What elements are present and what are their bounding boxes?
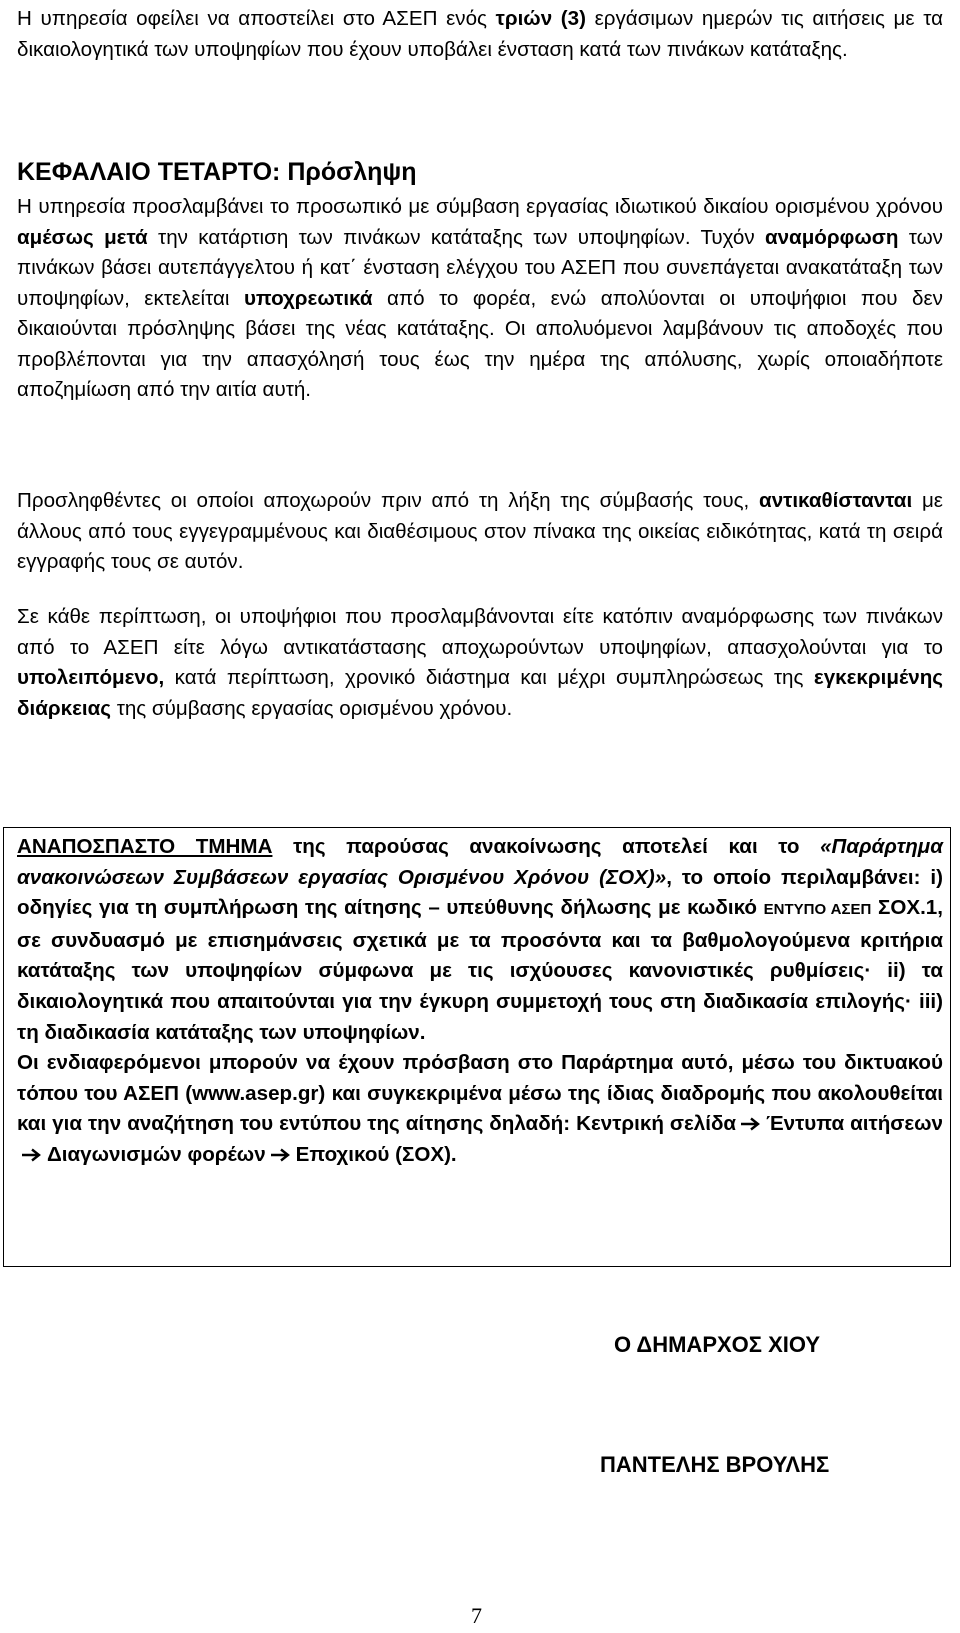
- annex-text-1: της παρούσας ανακοίνωσης αποτελεί και το: [272, 835, 821, 858]
- chapter-bold-2: αναμόρφωση: [764, 225, 899, 249]
- annex-path-text-4: Εποχικού (ΣΟΧ).: [295, 1142, 457, 1166]
- duration-paragraph: [17, 602, 943, 724]
- right-arrow-icon: [740, 1117, 762, 1131]
- duration-text-2: κατά περίπτωση, χρονικό διάστημα και μέχρι συμπληρώσεως της: [164, 666, 814, 689]
- intro-bold-deadline: τριών (3): [495, 7, 586, 30]
- annex-paragraph-1: [17, 832, 943, 1048]
- replacement-bold: αντικαθίστανται: [759, 489, 913, 512]
- annex-paragraph-2: [17, 1048, 943, 1170]
- chapter-text-2: την κατάρτιση των πινάκων κατάταξης των υποψηφίων. Τυχόν: [147, 225, 765, 249]
- chapter-bold-3: υποχρεωτικά: [243, 286, 373, 310]
- intro-text-2: εργάσιμων ημερών τις αιτήσεις με τα δικαιολογητικά των υποψηφίων που έχουν υποβάλει ένσταση κατά των πινάκων κατάταξης.: [17, 7, 943, 61]
- annex-path-text-2: Έντυπα αιτήσεων: [766, 1112, 943, 1136]
- duration-text-1: Σε κάθε περίπτωση, οι υποψήφιοι που προσλαμβάνονται είτε κατόπιν αναμόρφωσης των πινάκων από το ΑΣΕΠ είτε λόγω αντικατάστασης αποχωρούντων υποψηφίων, απασχολούνται για το: [17, 605, 943, 659]
- chapter-text-1: Η υπηρεσία προσλαμβάνει το προσωπικό με σύμβαση εργασίας ιδιωτικού δικαίου ορισμένου χρόνου: [17, 195, 943, 218]
- annex-italic-title: «Παράρτημα ανακοινώσεων Συμβάσεων εργασίας Ορισμένου Χρόνου (ΣΟΧ)»: [17, 835, 943, 889]
- right-arrow-icon: [270, 1148, 292, 1162]
- annex-path-text-3: Διαγωνισμών φορέων: [47, 1142, 266, 1166]
- annex-notice-text: [17, 832, 943, 1171]
- annex-path-text-1: Οι ενδιαφερόμενοι μπορούν να έχουν πρόσβαση στο Παράρτημα αυτό, μέσω του δικτυακού τόπου του ΑΣΕΠ (www.asep.gr) και συγκεκριμένα μέσω της ίδιας διαδρομής που ακολουθείται και για την αναζήτηση του εντύπου της αίτησης δηλαδή: Κεντρική σελίδα: [17, 1051, 943, 1136]
- right-arrow-icon: [21, 1148, 43, 1162]
- replacement-text-2: με άλλους από τους εγγεγραμμένους και διαθέσιμους στον πίνακα της οικείας ειδικότητας, κατά τη σειρά εγγραφής τους σε αυτόν.: [17, 489, 943, 573]
- intro-paragraph: [17, 4, 943, 65]
- annex-underlined-title: ΑΝΑΠΟΣΠΑΣΤΟ ΤΜΗΜΑ: [17, 835, 273, 858]
- signature-name: ΠΑΝΤΕΛΗΣ ΒΡΟΥΛΗΣ: [600, 1452, 830, 1477]
- annex-text-3: ΣΟΧ.1, σε συνδυασμό με επισημάνσεις σχετικά με τα προσόντα και τα βαθμολογούμενα κριτήρια κατάταξης των υποψηφίων σύμφωνα με τις ισχύουσες κανονιστικές ρυθμίσεις· ii) τα δικαιολογητικά που απαιτούνται για την έγκυρη συμμετοχή τους στη διαδικασία επιλογής· iii) τη διαδικασία κατάταξης των υποψηφίων.: [17, 896, 943, 1044]
- annex-form-code: ΕΝΤΥΠΟ ΑΣΕΠ: [763, 901, 872, 919]
- chapter-heading: ΚΕΦΑΛΑΙΟ ΤΕΤΑΡΤΟ: Πρόσληψη: [17, 158, 417, 186]
- annex-text-2: , το οποίο περιλαμβάνει: i) οδηγίες για τη συμπλήρωση της αίτησης – υπεύθυνης δήλωσης με κωδικό: [17, 865, 943, 920]
- replacement-paragraph: [17, 486, 943, 578]
- chapter-text-4: από το φορέα, ενώ απολύονται οι υποψήφιοι που δεν δικαιούνται πρόσληψης βάσει της νέας κατάταξης. Οι απολυόμενοι λαμβάνουν τις αποδοχές που προβλέπονται για την απασχόλησή τους έως την ημέρα της απόλυσης, χωρίς οποιαδήποτε αποζημίωση από την αιτία αυτή.: [17, 286, 943, 401]
- duration-bold-1: υπολειπόμενο,: [17, 666, 165, 689]
- intro-text-1: Η υπηρεσία οφείλει να αποστείλει στο ΑΣΕΠ ενός: [17, 7, 496, 30]
- chapter-text-3: των πινάκων βάσει αυτεπάγγελτου ή κατ΄ ένσταση ελέγχου του ΑΣΕΠ που συνεπάγεται ανακατάταξη των υποψηφίων, εκτελείται: [17, 225, 943, 310]
- signature-title: Ο ΔΗΜΑΡΧΟΣ ΧΙΟΥ: [614, 1332, 821, 1357]
- chapter-paragraph: [17, 192, 943, 406]
- page-number: 7: [471, 1603, 482, 1628]
- duration-bold-2: εγκεκριμένης διάρκειας: [17, 666, 943, 720]
- duration-text-3: της σύμβασης εργασίας ορισμένου χρόνου.: [110, 696, 513, 720]
- chapter-bold-1: αμέσως μετά: [17, 225, 148, 249]
- replacement-text-1: Προσληφθέντες οι οποίοι αποχωρούν πριν από τη λήξη της σύμβασής τους,: [17, 489, 760, 512]
